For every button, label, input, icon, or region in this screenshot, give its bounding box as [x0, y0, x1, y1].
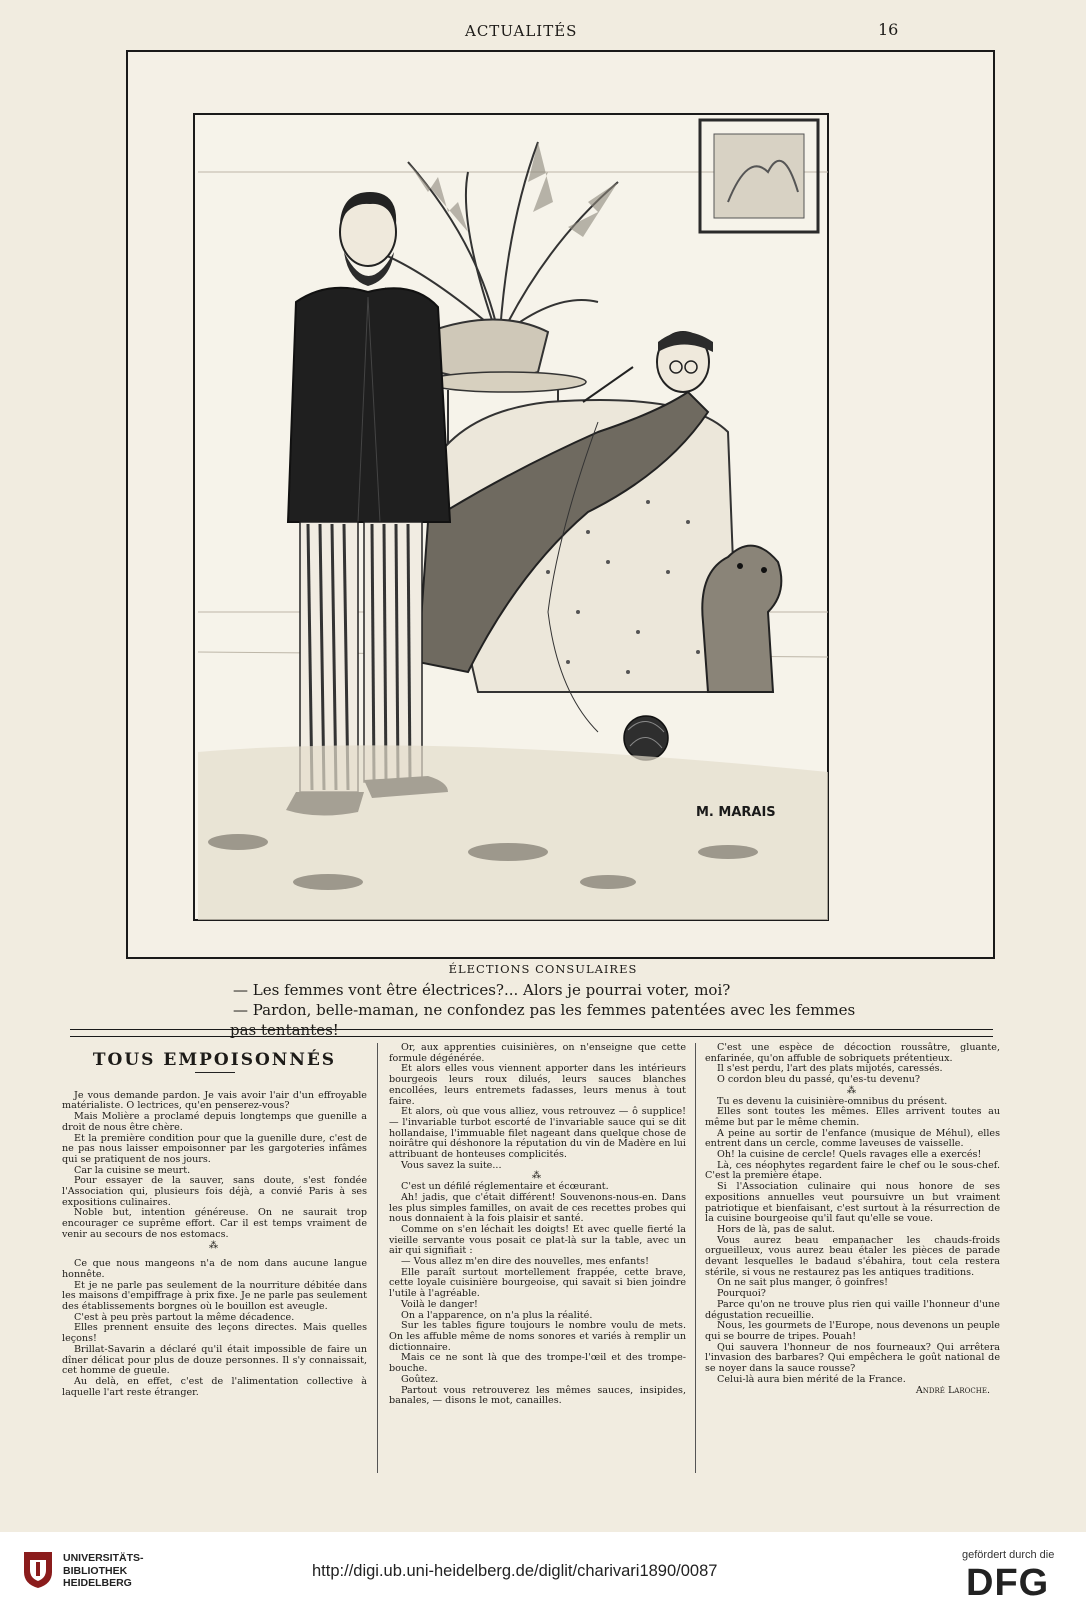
paragraph: Mais Molière a proclamé depuis longtemps que guenille a droit de nous être chère.	[62, 1111, 367, 1133]
article-column-2	[389, 1043, 686, 1407]
paragraph: Elles prennent ensuite des leçons directes. Mais quelles leçons!	[62, 1322, 367, 1345]
paragraph: Nous, les gourmets de l'Europe, nous devenons un peuple qui se bourre de tripes. Pouah!	[705, 1320, 1000, 1342]
paragraph: Si l'Association culinaire qui nous honore de ses expositions annuelles veut poursuivre un but vraiment patriotique et bienfaisant, c'est surtout à la résurrection de la cuisine bourgeoise qu'il faut qu'elle se voue.	[705, 1181, 1000, 1225]
paragraph: Pourquoi?	[717, 1288, 766, 1300]
paragraph: Vous aurez beau empanacher les chauds-froids orgueilleux, vous aurez beau étaler les pièces de parade devant lesquelles le badaud s'ébahira, tout cela restera stérile, si vous ne restaurez pas les antiques traditions.	[705, 1234, 1000, 1278]
paragraph: Et alors elles vous viennent apporter dans les intérieurs bourgeois leurs roux dilués, leurs sauces blanches encollées, leurs entremets fadasses, leurs menus à tout faire.	[389, 1063, 686, 1107]
paragraph: Qui sauvera l'honneur de nos fourneaux? Qui arrêtera l'invasion des barbares? Qui empêchera le goût national de se noyer dans la sauce rousse?	[705, 1341, 1000, 1375]
paragraph: Sur les tables figure toujours le nombre voulu de mets. On les affuble même de noms sonores et variés à remplir un dictionnaire.	[389, 1320, 686, 1353]
running-head	[0, 18, 1086, 48]
paragraph: C'est à peu près partout la même décadence.	[74, 1311, 295, 1323]
paragraph: Vous savez la suite...	[401, 1159, 502, 1171]
paragraph: Et alors, où que vous alliez, vous retrouvez — ô supplice! — l'invariable turbot escorté de l'invariable sauce qui se dit hollandaise, l'immuable filet nageant dans quelque chose de noirâtre qui déshonore la réputation du vin de Madère en lui attribuant de honteuses complicités.	[389, 1106, 686, 1161]
cartoon-illustration	[128, 52, 993, 957]
paragraph: Noble but, intention généreuse. On ne saurait trop encourager ce suprême effort. Car il est temps vraiment de venir au secours de nos estomacs.	[62, 1207, 367, 1240]
paragraph: Ah! jadis, que c'était différent! Souvenons-nous-en. Dans les plus simples familles, on avait de ces recettes probes qui nous donnaient à la fois plaisir et santé.	[389, 1191, 686, 1225]
column-divider	[377, 1043, 378, 1473]
paragraph: Au delà, en effet, c'est de l'alimentation collective à laquelle l'art reste étranger.	[62, 1375, 367, 1398]
paragraph: A peine au sortir de l'enfance (musique de Méhul), elles entrent dans un cercle, comme laveuses de vaisselle.	[705, 1127, 1000, 1150]
paragraph: Celui-là aura bien mérité de la France.	[717, 1373, 906, 1385]
paragraph: — Vous allez m'en dire des nouvelles, mes enfants!	[401, 1256, 649, 1268]
article-column-1	[62, 1050, 367, 1398]
paragraph: Tu es devenu la cuisinière-omnibus du présent.	[717, 1095, 948, 1107]
paragraph: Car la cuisine se meurt.	[74, 1164, 191, 1176]
paragraph: Ce que nous mangeons n'a de nom dans aucune langue honnête.	[62, 1258, 367, 1280]
paragraph: On a l'apparence, on n'a plus la réalité.	[401, 1309, 593, 1321]
artist-signature: M. MARAIS	[696, 805, 776, 820]
paragraph: C'est une espèce de décoction roussâtre, gluante, enfarinée, qu'on affuble de sobriquets prétentieux.	[705, 1042, 1000, 1064]
paragraph: Partout vous retrouverez les mêmes sauces, insipides, banales, — disons le mot, canailles.	[389, 1384, 686, 1407]
caption-line: pas tentantes!	[230, 1021, 339, 1039]
paragraph: Mais ce ne sont là que des trompe-l'œil et des trompe-bouche.	[389, 1352, 686, 1375]
page-number: 16	[878, 20, 899, 39]
paragraph: On ne sait plus manger, ô goinfres!	[717, 1277, 889, 1289]
paragraph: Brillat-Savarin a déclaré qu'il était impossible de faire un dîner délicat pour plus de douze personnes. Il s'y connaissait, cet homme de gueule.	[62, 1343, 367, 1377]
paragraph: C'est un défilé réglementaire et écœurant.	[401, 1181, 609, 1193]
funding-label: gefördert durch die	[962, 1549, 1055, 1561]
paragraph: Oh! la cuisine de cercle! Quels ravages elle a exercés!	[717, 1149, 982, 1161]
paragraph: Elles sont toutes les mêmes. Elles arrivent toutes au même but par le même chemin.	[705, 1106, 1000, 1128]
caption-line: — Pardon, belle-maman, ne confondez pas les femmes patentées avec les femmes	[233, 1001, 856, 1019]
cartoon-frame	[126, 50, 995, 959]
article-column-3	[705, 1043, 1000, 1396]
section-break-stars: ⁂	[209, 1240, 220, 1251]
paragraph: Hors de là, pas de salut.	[717, 1223, 835, 1235]
caption-line: — Les femmes vont être électrices?... Alors je pourrai voter, moi?	[233, 981, 731, 999]
caption-title: ÉLECTIONS CONSULAIRES	[448, 962, 638, 976]
paragraph: Parce qu'on ne trouve plus rien qui vaille l'honneur d'une dégustation recueillie.	[705, 1298, 1000, 1321]
paragraph: Là, ces néophytes regardent faire le chef ou le sous-chef. C'est la première étape.	[705, 1159, 1000, 1182]
paragraph: Voilà le danger!	[401, 1298, 478, 1310]
paragraph: Il s'est perdu, l'art des plats mijotés, caressés.	[717, 1063, 943, 1075]
viewer-footer	[0, 1532, 1086, 1611]
running-title: ACTUALITÉS	[465, 22, 578, 40]
library-name: UNIVERSITÄTS- BIBLIOTHEK HEIDELBERG	[63, 1552, 144, 1589]
paragraph: Et je ne parle pas seulement de la nourriture débitée dans les maisons d'empiffrage à prix fixe. Je ne parle pas seulement des établissements borgnes où le bouillon est aveugle.	[62, 1279, 367, 1313]
paragraph: Goûtez.	[401, 1373, 439, 1385]
section-break-stars: ⁂	[532, 1171, 543, 1182]
paragraph: Je vous demande pardon. Je vais avoir l'air d'un effroyable matérialiste. O lectrices, qu'en penserez-vous?	[62, 1089, 367, 1112]
paragraph: Comme on s'en léchait les doigts! Et avec quelle fierté la vieille servante vous posait ce plat-là sur la table, avec un air qui signifiait :	[389, 1223, 686, 1257]
paragraph: Pour essayer de la sauver, sans doute, s'est fondée l'Association qui, plusieurs fois déjà, a convié Paris à ses expositions culinaires.	[62, 1175, 367, 1208]
paragraph: O cordon bleu du passé, qu'es-tu devenu?	[717, 1074, 921, 1086]
headline-rule	[195, 1072, 235, 1073]
paragraph: Elle paraît surtout mortellement frappée, cette brave, cette loyale cuisinière bourgeoise, qui savait si bien joindre l'utile à l'agréable.	[389, 1266, 686, 1300]
library-logo-icon	[20, 1548, 56, 1590]
author-signature: André Laroche.	[915, 1384, 990, 1396]
permalink-url[interactable]: http://digi.ub.uni-heidelberg.de/diglit/charivari1890/0087	[312, 1562, 718, 1580]
dfg-logo: DFG	[966, 1562, 1050, 1604]
article-headline: TOUS EMPOISONNÉS	[92, 1050, 337, 1070]
paragraph: Et la première condition pour que la guenille dure, c'est de ne pas nous laisser empoisonner par les gargoteries infâmes qui se pratiquent de nos jours.	[62, 1132, 367, 1165]
column-divider	[695, 1043, 696, 1473]
section-divider	[70, 1029, 993, 1037]
paragraph: Or, aux apprenties cuisinières, on n'enseigne que cette formule dégénérée.	[389, 1042, 686, 1064]
section-break-stars: ⁂	[847, 1085, 858, 1096]
